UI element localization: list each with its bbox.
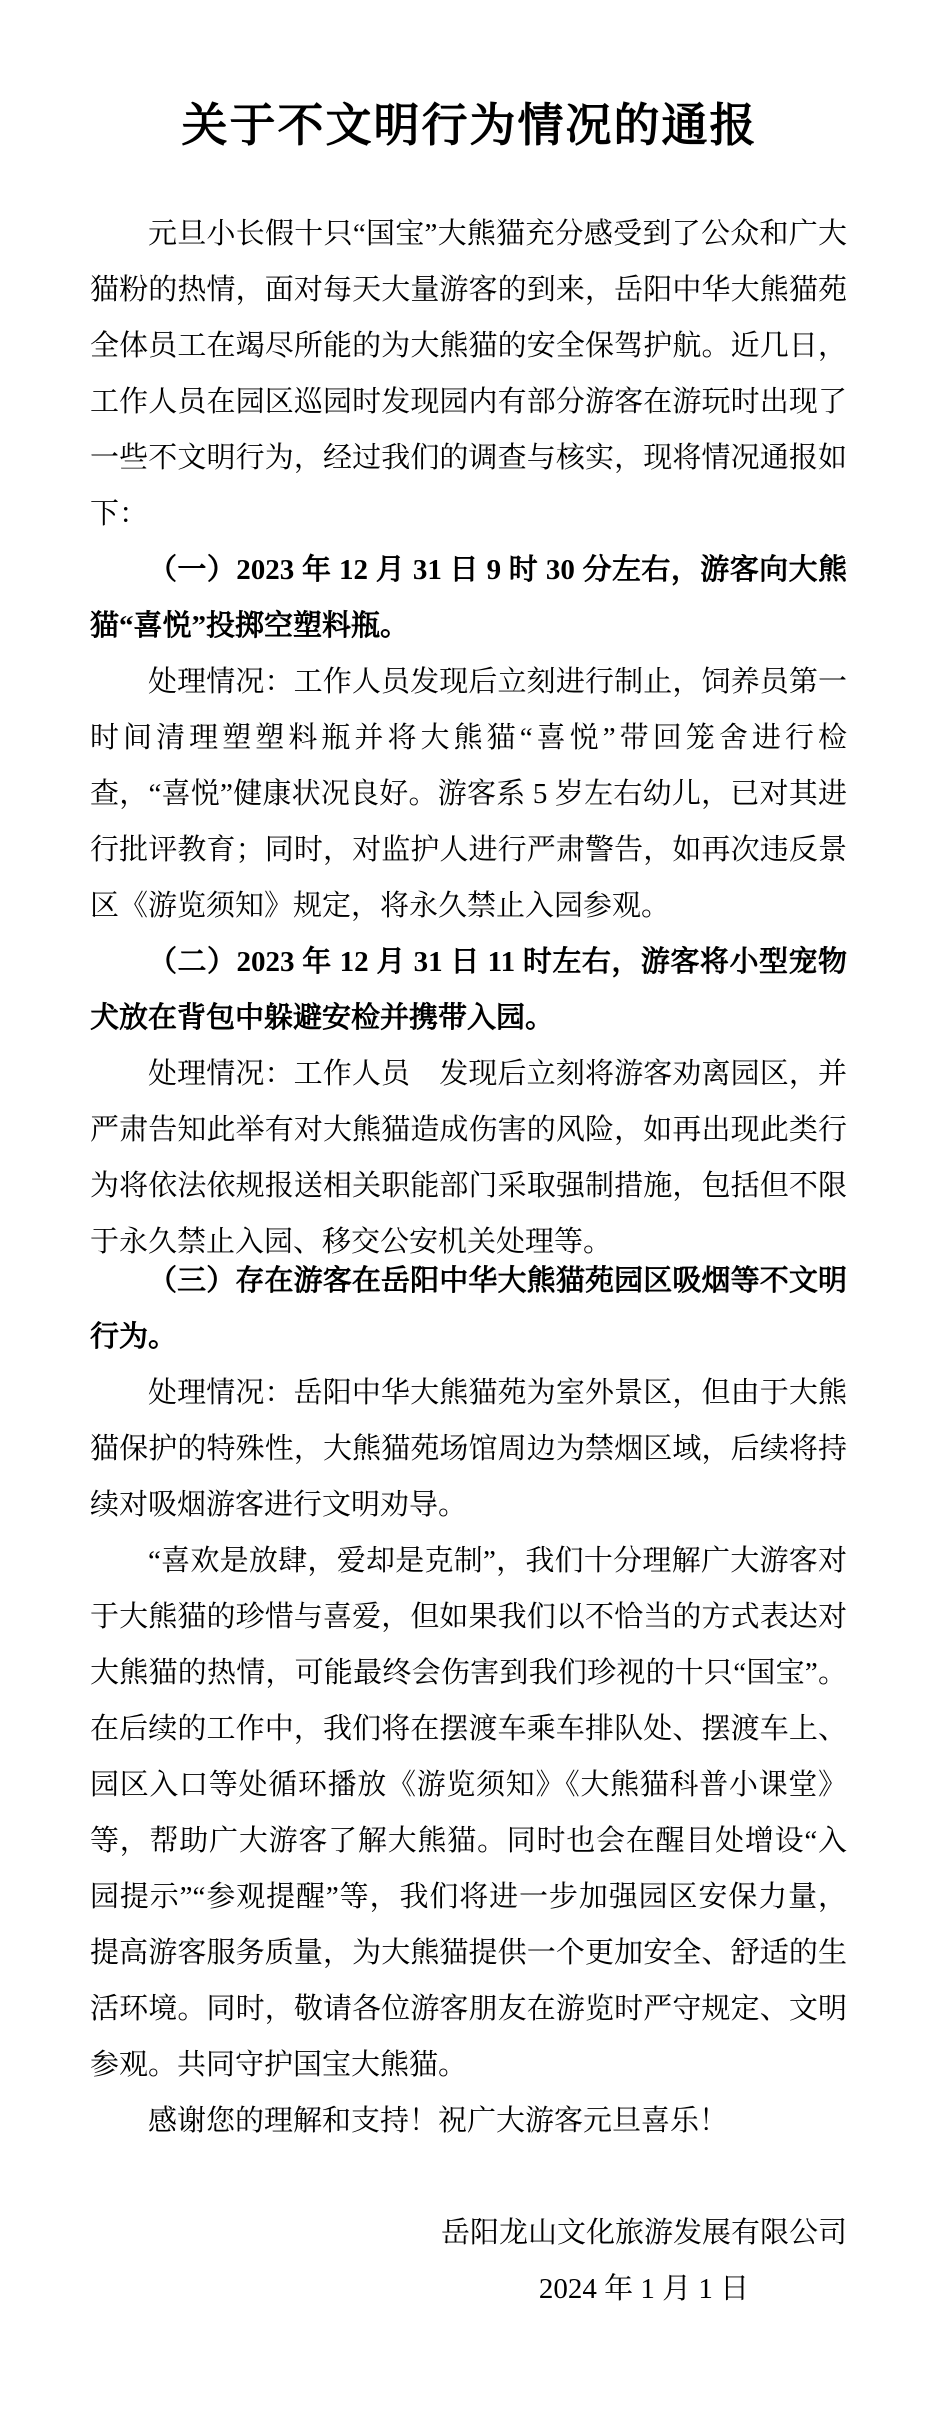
document-body (90, 206, 847, 2317)
paragraph-handling-2: 处理情况：工作人员 发现后立刻将游客劝离园区，并严肃告知此举有对大熊猫造成伤害的风险，如再出现此类行为将依法依规报送相关职能部门采取强制措施，包括但不限于永久禁止入园、移交公安机关处理等。 (90, 1058, 847, 1258)
paragraph-thanks: 感谢您的理解和支持！祝广大游客元旦喜乐！ (148, 2105, 729, 2137)
signature-inner (441, 2205, 847, 2317)
paragraph-closing: “喜欢是放肆，爱却是克制”，我们十分理解广大游客对于大熊猫的珍惜与喜爱，但如果我们以不恰当的方式表达对大熊猫的热情，可能最终会伤害到我们珍视的十只“国宝”。在后续的工作中，我们将在摆渡车乘车排队处、摆渡车上、园区入口等处循环播放《游览须知》《大熊猫科普小课堂》等，帮助广大游客了解大熊猫。同时也会在醒目处增设“入园提示”“参观提醒”等，我们将进一步加强园区安保力量，提高游客服务质量，为大熊猫提供一个更加安全、舒适的生活环境。同时，敬请各位游客朋友在游览时严守规定、文明参观。共同守护国宝大熊猫。 (90, 1545, 847, 2081)
signature-block (90, 2205, 847, 2317)
paragraph-intro: 元旦小长假十只“国宝”大熊猫充分感受到了公众和广大猫粉的热情，面对每天大量游客的到来，岳阳中华大熊猫苑全体员工在竭尽所能的为大熊猫的安全保驾护航。近几日，工作人员在园区巡园时发现园内有部分游客在游玩时出现了一些不文明行为，经过我们的调查与核实，现将情况通报如下： (90, 218, 847, 530)
signature-company: 岳阳龙山文化旅游发展有限公司 (440, 2217, 847, 2249)
paragraph-heading-3: （三）存在游客在岳阳中华大熊猫苑园区吸烟等不文明行为。 (90, 1265, 847, 1353)
paragraph-heading-1: （一）2023 年 12 月 31 日 9 时 30 分左右，游客向大熊猫“喜悦”投掷空塑料瓶。 (90, 554, 847, 642)
paragraph-handling-3: 处理情况：岳阳中华大熊猫苑为室外景区，但由于大熊猫保护的特殊性，大熊猫苑场馆周边为禁烟区域，后续将持续对吸烟游客进行文明劝导。 (90, 1377, 847, 1521)
paragraph-heading-2: （二）2023 年 12 月 31 日 11 时左右，游客将小型宠物犬放在背包中躲避安检并携带入园。 (90, 946, 847, 1034)
paragraph-handling-1: 处理情况：工作人员发现后立刻进行制止，饲养员第一时间清理塑塑料瓶并将大熊猫“喜悦”带回笼舍进行检查，“喜悦”健康状况良好。游客系 5 岁左右幼儿，已对其进行批评教育；同时，对监护人进行严肃警告，如再次违反景区《游览须知》规定，将永久禁止入园参观。 (90, 666, 847, 922)
signature-date: 2024 年 1 月 1 日 (538, 2273, 750, 2305)
document-title: 关于不文明行为情况的通报 (181, 100, 758, 151)
